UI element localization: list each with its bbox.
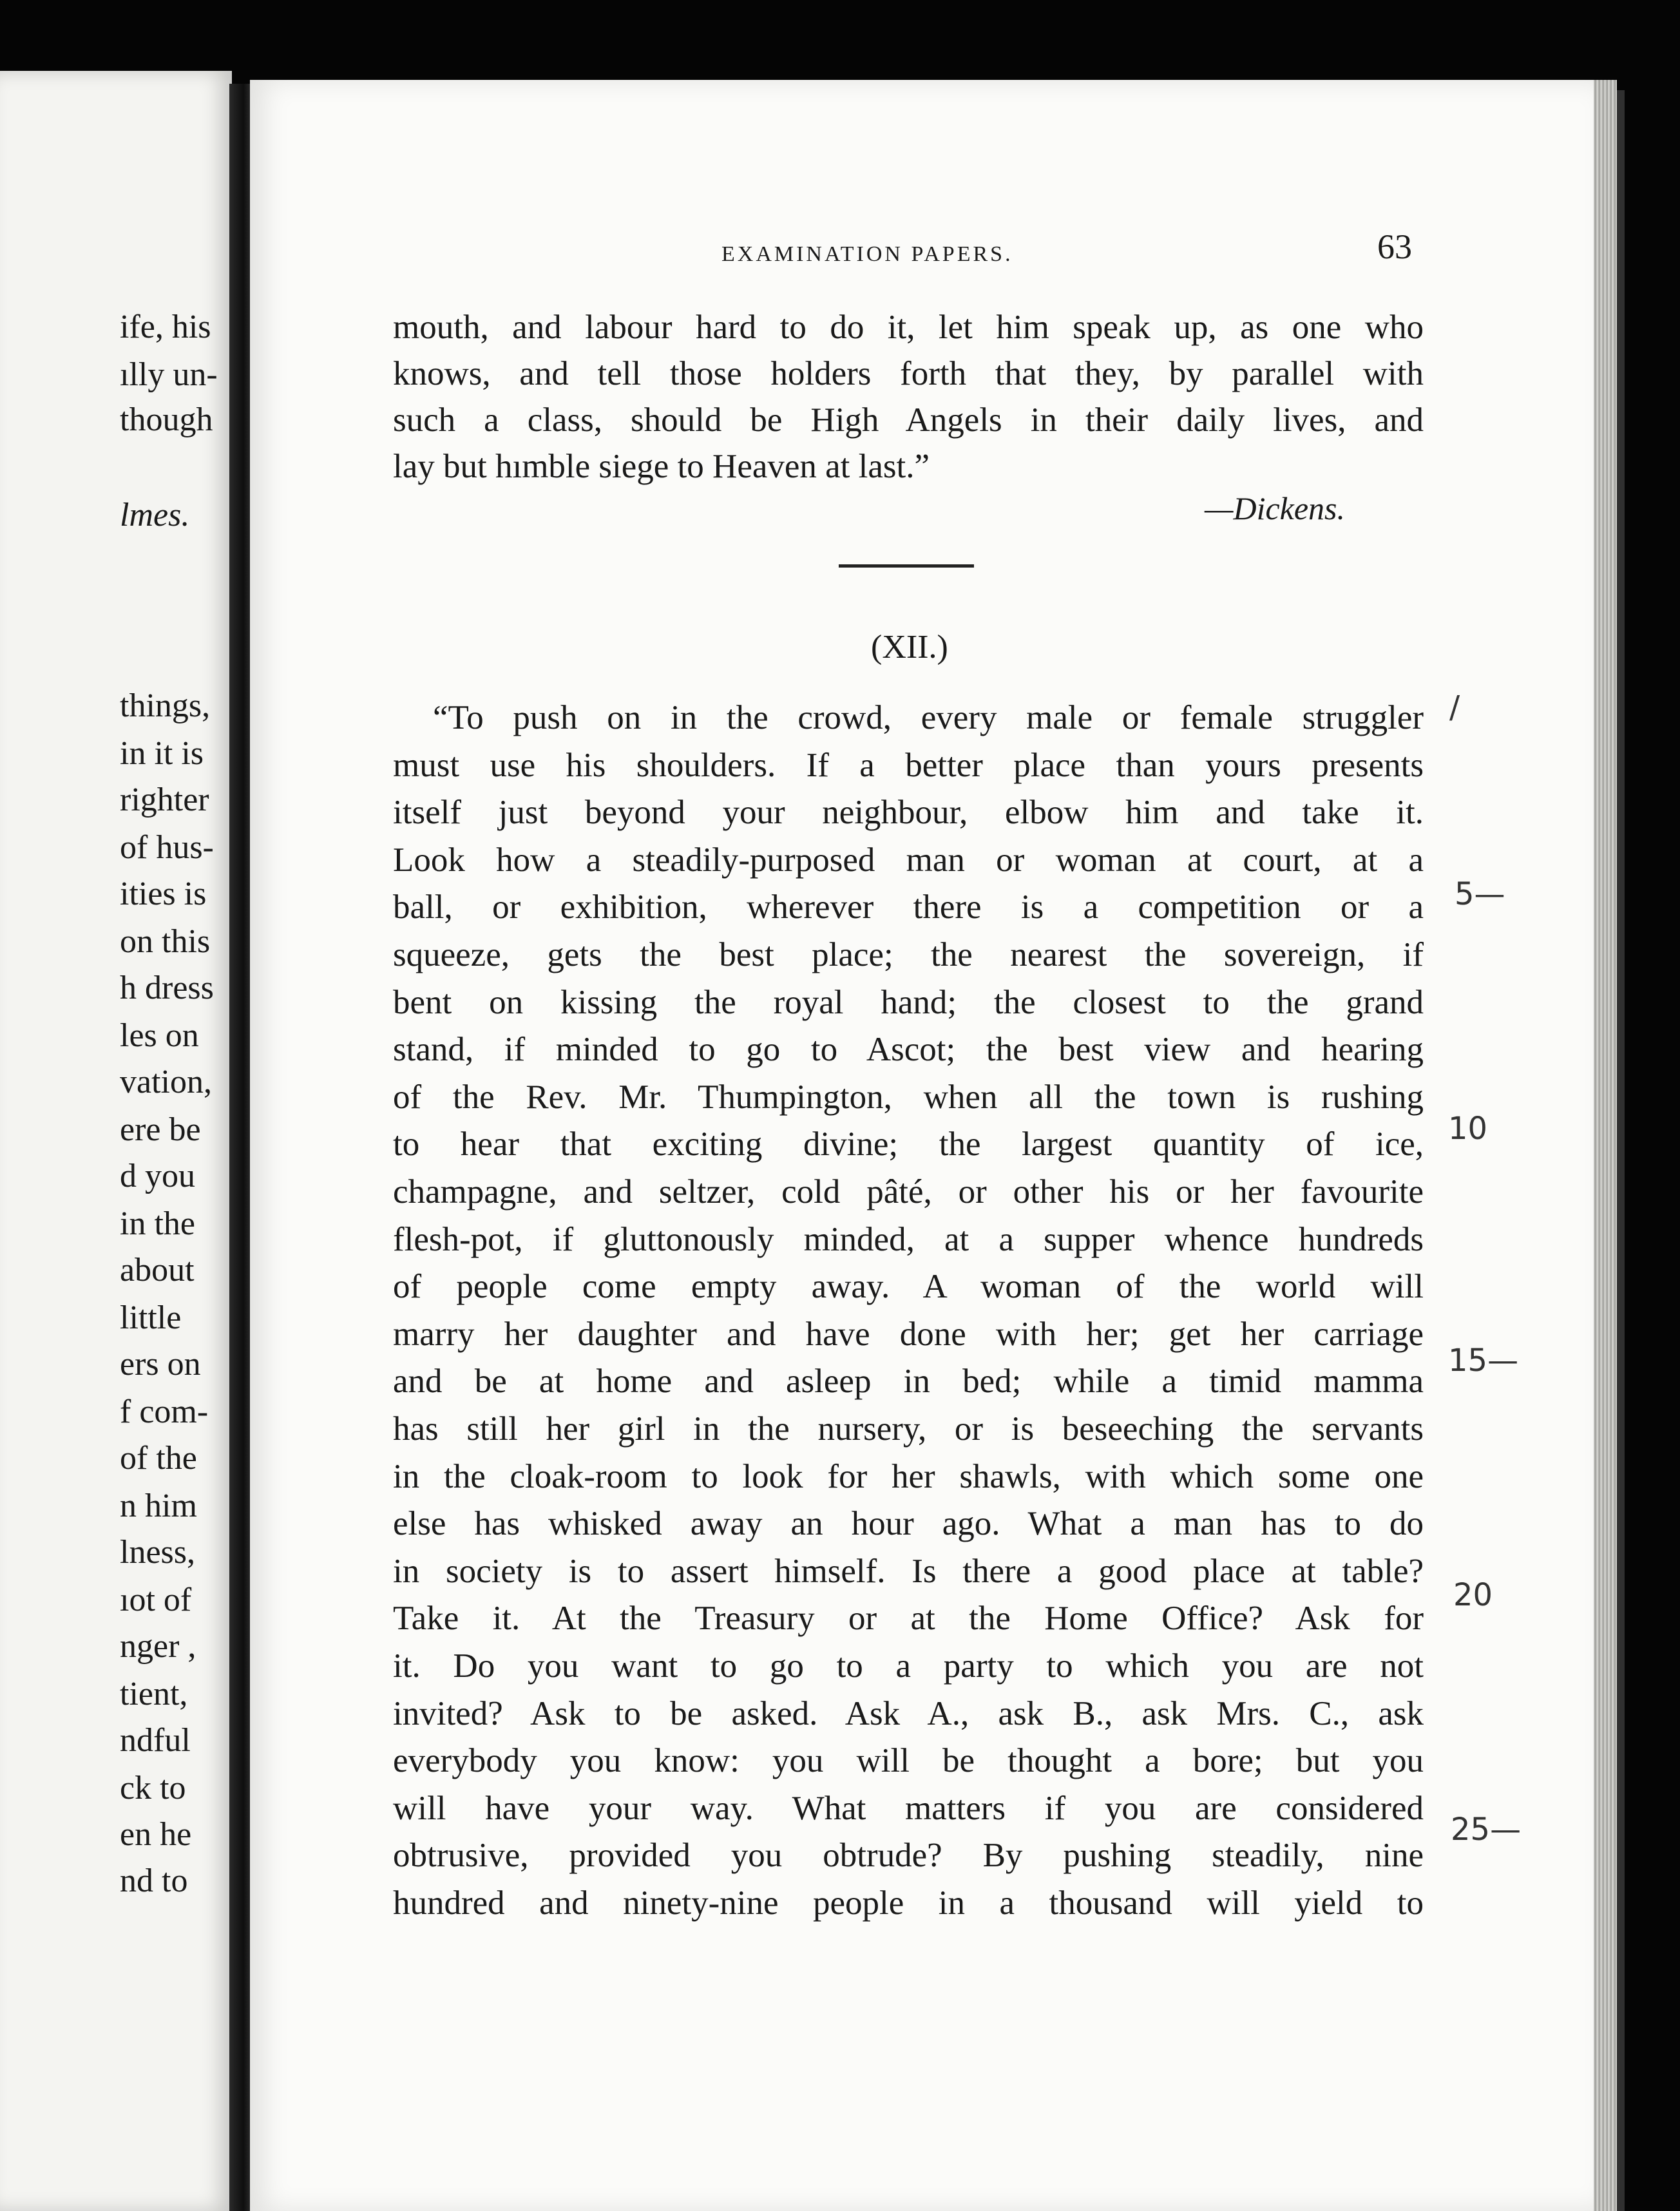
left-page-line: en he xyxy=(120,1816,192,1853)
section-line: in society is to assert himself. Is there a good place at table? xyxy=(393,1552,1424,1590)
left-page-line: about xyxy=(120,1252,195,1288)
left-page-line: f com- xyxy=(120,1393,209,1430)
section-line: must use his shoulders. If a better place than yours presents xyxy=(393,746,1424,784)
left-page-line: lmes. xyxy=(120,497,190,533)
passage-line: knows, and tell those holders forth that they, by parallel with xyxy=(393,355,1424,392)
section-line: will have your way. What matters if you are considered xyxy=(393,1789,1424,1827)
section-number: (XII.) xyxy=(871,629,948,665)
left-page-line: in it is xyxy=(120,735,204,772)
page-number: 63 xyxy=(1377,227,1412,266)
passage-line: such a class, should be High Angels in their daily lives, and xyxy=(393,401,1424,439)
page-edge-shadow xyxy=(1617,90,1625,2211)
section-line: Take it. At the Treasury or at the Home Office? Ask for xyxy=(393,1600,1424,1638)
section-line: bent on kissing the royal hand; the closest to the grand xyxy=(393,983,1424,1021)
left-page-line: ck to xyxy=(120,1770,186,1806)
passage-line: mouth, and labour hard to do it, let him speak up, as one who xyxy=(393,309,1424,346)
section-line: of the Rev. Mr. Thumpington, when all the town is rushing xyxy=(393,1078,1424,1116)
left-page-line: nger , xyxy=(120,1628,196,1665)
section-line: flesh-pot, if gluttonously minded, at a supper whence hundreds xyxy=(393,1220,1424,1258)
margin-line-marker: 15— xyxy=(1448,1343,1519,1379)
section-line: of people come empty away. A woman of the world will xyxy=(393,1268,1424,1306)
left-page-line: of hus- xyxy=(120,829,214,866)
section-line: and be at home and asleep in bed; while a timid mamma xyxy=(393,1363,1424,1401)
section-line: everybody you know: you will be thought a bore; but you xyxy=(393,1742,1424,1780)
left-page-line: ers on xyxy=(120,1346,201,1383)
margin-line-marker: 20 xyxy=(1453,1577,1493,1613)
section-line: hundred and ninety-nine people in a thousand will yield to xyxy=(393,1884,1424,1922)
page-edge xyxy=(1594,80,1617,2211)
section-line: Look how a steadily-purposed man or woman at court, at a xyxy=(393,841,1424,879)
left-page-line: d you xyxy=(120,1158,195,1194)
margin-line-marker: 5— xyxy=(1455,876,1505,912)
left-page-line: h dress xyxy=(120,970,214,1006)
running-header: EXAMINATION PAPERS. xyxy=(721,242,1013,266)
section-line: obtrusive, provided you obtrude? By pushing steadily, nine xyxy=(393,1837,1424,1875)
margin-line-marker: 10 xyxy=(1448,1111,1488,1147)
section-line: else has whisked away an hour ago. What a man has to do xyxy=(393,1505,1424,1543)
section-line: invited? Ask to be asked. Ask A., ask B., ask Mrs. C., ask xyxy=(393,1694,1424,1732)
section-line: stand, if minded to go to Ascot; the best view and hearing xyxy=(393,1031,1424,1069)
passage-line: lay but hımble siege to Heaven at last.” xyxy=(393,448,930,485)
attribution: —Dickens. xyxy=(1205,490,1345,526)
section-line: ball, or exhibition, wherever there is a competition or a xyxy=(393,888,1424,926)
left-page-line: nd to xyxy=(120,1862,188,1899)
left-page-line: of the xyxy=(120,1440,197,1477)
left-page-line: though xyxy=(120,401,213,438)
left-page-line: righter xyxy=(120,781,209,818)
left-page-line: ities is xyxy=(120,876,207,912)
left-page-line: on this xyxy=(120,923,211,960)
section-line: it. Do you want to go to a party to which you are not xyxy=(393,1647,1424,1685)
left-page-line: ere be xyxy=(120,1111,201,1148)
left-page-line: tient, xyxy=(120,1676,188,1712)
section-line: to hear that exciting divine; the largest quantity of ice, xyxy=(393,1125,1424,1163)
section-line: in the cloak-room to look for her shawls, with which some one xyxy=(393,1457,1424,1495)
section-line: has still her girl in the nursery, or is beseeching the servants xyxy=(393,1410,1424,1448)
left-page-line: in the xyxy=(120,1205,195,1242)
left-page-line: things, xyxy=(120,687,211,724)
left-page-line: little xyxy=(120,1299,182,1336)
left-page-line: ıot of xyxy=(120,1582,192,1618)
left-page-line: les on xyxy=(120,1017,199,1054)
left-page-line: ılly un- xyxy=(120,356,218,393)
section-line: marry her daughter and have done with her; get her carriage xyxy=(393,1315,1424,1353)
section-line: itself just beyond your neighbour, elbow him and take it. xyxy=(393,794,1424,832)
section-divider xyxy=(839,564,974,568)
section-line: champagne, and seltzer, cold pâté, or other his or her favourite xyxy=(393,1173,1424,1211)
left-page-line: lness, xyxy=(120,1534,195,1571)
section-line: squeeze, gets the best place; the nearest the sovereign, if xyxy=(393,936,1424,973)
margin-line-marker: 25— xyxy=(1451,1812,1522,1848)
left-page-line: n him xyxy=(120,1488,197,1524)
section-line: “To push on in the crowd, every male or female struggler xyxy=(433,699,1424,736)
left-page-line: ndful xyxy=(120,1722,191,1759)
margin-line-marker: / xyxy=(1449,689,1460,725)
left-page-line: ife, his xyxy=(120,309,211,345)
left-page-line: vation, xyxy=(120,1064,212,1100)
